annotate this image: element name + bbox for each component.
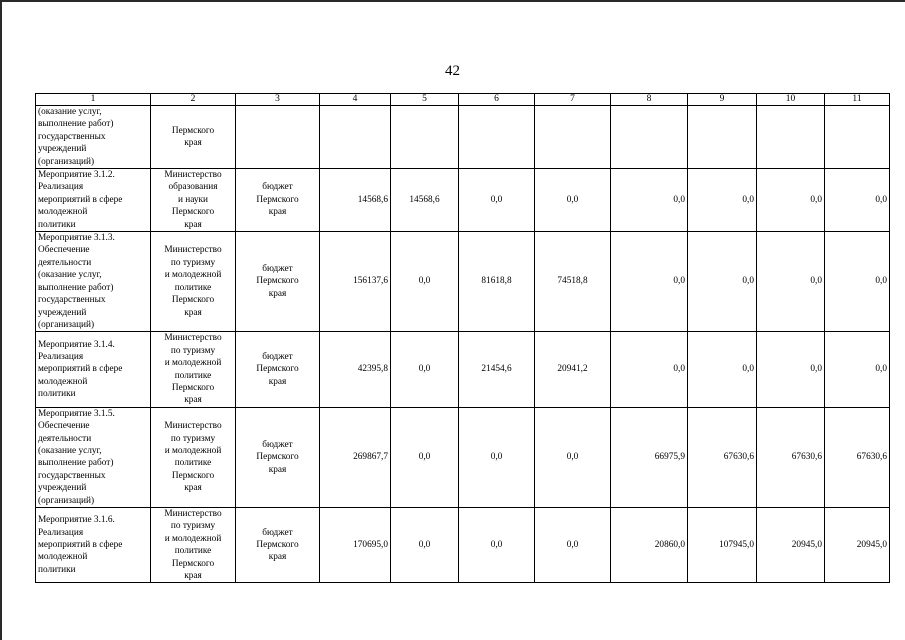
activity-cell-line: политики — [38, 219, 76, 230]
amount-cell: 20941,2 — [535, 332, 611, 407]
executor-cell — [151, 169, 236, 232]
budget-table — [35, 93, 890, 583]
amount-cell: 67630,6 — [688, 407, 757, 507]
activity-cell — [36, 169, 151, 232]
executor-cell-line: по туризму — [170, 345, 216, 356]
source-cell-line: края — [268, 207, 287, 218]
activity-cell-line: Мероприятие 3.1.2. — [38, 170, 115, 181]
amount-cell: 0,0 — [391, 232, 459, 332]
amount-cell: 20945,0 — [757, 508, 825, 583]
activity-cell-line: (оказание услуг, — [38, 107, 102, 117]
source-cell-line: бюджет — [262, 182, 293, 193]
amount-cell: 0,0 — [757, 332, 825, 407]
column-header: 7 — [535, 94, 611, 106]
source-cell — [236, 332, 320, 407]
activity-cell-line: выполнение работ) — [38, 119, 114, 130]
activity-cell-line: (оказание услуг, — [38, 270, 102, 281]
amount-cell: 67630,6 — [757, 407, 825, 507]
executor-cell-line: политике — [174, 282, 212, 293]
activity-cell-line: деятельности — [38, 257, 92, 268]
executor-cell-line: края — [184, 138, 202, 149]
amount-cell — [391, 106, 459, 169]
activity-cell-line: Реализация — [38, 182, 84, 193]
column-header: 11 — [825, 94, 890, 106]
activity-cell-line: государственных — [38, 470, 106, 481]
amount-cell — [757, 106, 825, 169]
activity-cell-line: мероприятий в сфере — [38, 364, 123, 375]
source-cell-line: Пермского — [256, 194, 299, 205]
executor-cell-line: края — [184, 307, 202, 318]
source-cell-line: бюджет — [262, 527, 293, 538]
table-row — [36, 332, 890, 407]
amount-cell: 42395,8 — [320, 332, 391, 407]
activity-cell-line: (организаций) — [38, 319, 95, 330]
amount-cell: 20945,0 — [825, 508, 890, 583]
activity-cell-line: мероприятий в сфере — [38, 194, 123, 205]
executor-cell-line: Министерство — [164, 421, 222, 432]
source-cell-line: бюджет — [262, 439, 293, 450]
executor-cell — [151, 407, 236, 507]
column-header: 5 — [391, 94, 459, 106]
column-header: 10 — [757, 94, 825, 106]
executor-cell-line: края — [184, 219, 202, 230]
executor-cell-line: Пермского — [171, 295, 215, 306]
amount-cell: 0,0 — [535, 407, 611, 507]
amount-cell: 14568,6 — [320, 169, 391, 232]
executor-cell-line: Пермского — [171, 470, 215, 481]
activity-cell-line: учреждений — [38, 307, 87, 318]
table-row — [36, 407, 890, 507]
activity-cell — [36, 332, 151, 407]
amount-cell: 0,0 — [391, 407, 459, 507]
activity-cell-line: молодежной — [38, 207, 88, 218]
amount-cell: 0,0 — [611, 332, 688, 407]
column-header: 9 — [688, 94, 757, 106]
amount-cell: 81618,8 — [459, 232, 535, 332]
executor-cell-line: края — [184, 483, 202, 494]
amount-cell: 0,0 — [391, 332, 459, 407]
executor-cell-line: края — [184, 395, 202, 406]
activity-cell-line: выполнение работ) — [38, 458, 114, 469]
executor-cell-line: по туризму — [170, 257, 216, 268]
executor-cell-line: политике — [174, 546, 212, 557]
executor-cell-line: и науки — [177, 194, 209, 205]
activity-cell-line: (организаций) — [38, 495, 95, 506]
executor-cell-line: Пермского — [171, 125, 215, 136]
activity-cell-line: учреждений — [38, 483, 87, 494]
amount-cell: 0,0 — [825, 332, 890, 407]
amount-cell — [611, 106, 688, 169]
activity-cell-line: государственных — [38, 131, 106, 142]
amount-cell: 0,0 — [825, 232, 890, 332]
source-cell-line: Пермского — [256, 540, 299, 551]
column-header: 1 — [36, 94, 151, 106]
activity-cell-line: мероприятий в сфере — [38, 540, 123, 551]
source-cell — [236, 508, 320, 583]
activity-cell-line: Обеспечение — [38, 421, 90, 432]
amount-cell: 0,0 — [459, 407, 535, 507]
source-cell-line: Пермского — [256, 276, 299, 287]
executor-cell — [151, 232, 236, 332]
executor-cell-line: политике — [174, 458, 212, 469]
page-number: 42 — [445, 63, 460, 79]
activity-cell-line: молодежной — [38, 552, 88, 563]
table-row — [36, 232, 890, 332]
executor-cell-line: и молодежной — [164, 270, 222, 281]
executor-cell-line: Министерство — [164, 509, 222, 519]
source-cell — [236, 407, 320, 507]
executor-cell — [151, 332, 236, 407]
executor-cell — [151, 508, 236, 583]
activity-cell-line: выполнение работ) — [38, 282, 114, 293]
executor-cell-line: Пермского — [171, 382, 215, 393]
executor-cell-line: края — [184, 571, 202, 582]
source-cell — [236, 232, 320, 332]
executor-cell-line: Пермского — [171, 558, 215, 569]
amount-cell: 0,0 — [611, 169, 688, 232]
amount-cell: 66975,9 — [611, 407, 688, 507]
amount-cell: 0,0 — [688, 332, 757, 407]
executor-cell-line: и молодежной — [164, 533, 222, 544]
executor-cell-line: образования — [168, 182, 218, 193]
activity-cell — [36, 232, 151, 332]
activity-cell-line: Мероприятие 3.1.5. — [38, 408, 115, 419]
activity-cell-line: Реализация — [38, 527, 84, 538]
amount-cell: 0,0 — [757, 169, 825, 232]
activity-cell-line: политики — [38, 389, 76, 400]
amount-cell: 0,0 — [611, 232, 688, 332]
amount-cell: 0,0 — [459, 169, 535, 232]
executor-cell-line: Министерство — [164, 245, 222, 256]
executor-cell-line: по туризму — [170, 521, 216, 532]
source-cell — [236, 169, 320, 232]
executor-cell-line: политике — [174, 370, 212, 381]
amount-cell: 20860,0 — [611, 508, 688, 583]
activity-cell-line: Обеспечение — [38, 245, 90, 256]
activity-cell-line: государственных — [38, 295, 106, 306]
source-cell — [236, 106, 320, 169]
amount-cell: 0,0 — [459, 508, 535, 583]
amount-cell — [535, 106, 611, 169]
executor-cell-line: Министерство — [164, 333, 222, 344]
activity-cell-line: Реализация — [38, 351, 84, 362]
source-cell-line: края — [268, 288, 287, 299]
table-row — [36, 169, 890, 232]
activity-cell-line: учреждений — [38, 144, 87, 155]
amount-cell: 0,0 — [757, 232, 825, 332]
column-header: 4 — [320, 94, 391, 106]
executor-cell-line: Министерство — [164, 170, 222, 181]
activity-cell-line: Мероприятие 3.1.4. — [38, 339, 115, 350]
executor-cell-line: и молодежной — [164, 445, 222, 456]
amount-cell: 170695,0 — [320, 508, 391, 583]
column-header: 2 — [151, 94, 236, 106]
activity-cell — [36, 508, 151, 583]
source-cell-line: бюджет — [262, 351, 293, 362]
header-row — [36, 94, 890, 106]
activity-cell-line: (оказание услуг, — [38, 445, 102, 456]
scan-edge-top — [0, 0, 905, 2]
source-cell-line: Пермского — [256, 364, 299, 375]
executor-cell-line: по туризму — [170, 433, 216, 444]
amount-cell — [320, 106, 391, 169]
column-header: 8 — [611, 94, 688, 106]
amount-cell: 67630,6 — [825, 407, 890, 507]
executor-cell — [151, 106, 236, 169]
amount-cell — [688, 106, 757, 169]
amount-cell: 269867,7 — [320, 407, 391, 507]
activity-cell-line: политики — [38, 564, 76, 575]
amount-cell: 0,0 — [535, 169, 611, 232]
amount-cell — [459, 106, 535, 169]
table-row — [36, 508, 890, 583]
source-cell-line: Пермского — [256, 452, 299, 463]
activity-cell-line: (организаций) — [38, 156, 95, 167]
amount-cell: 107945,0 — [688, 508, 757, 583]
activity-cell-line: молодежной — [38, 376, 88, 387]
amount-cell: 0,0 — [535, 508, 611, 583]
activity-cell-line: Мероприятие 3.1.3. — [38, 233, 115, 244]
source-cell-line: края — [268, 552, 287, 563]
column-header: 6 — [459, 94, 535, 106]
activity-cell-line: Мероприятие 3.1.6. — [38, 515, 115, 526]
source-cell-line: края — [268, 464, 287, 475]
amount-cell: 21454,6 — [459, 332, 535, 407]
amount-cell: 14568,6 — [391, 169, 459, 232]
table-row — [36, 106, 890, 169]
amount-cell: 74518,8 — [535, 232, 611, 332]
amount-cell: 0,0 — [825, 169, 890, 232]
activity-cell — [36, 106, 151, 169]
executor-cell-line: и молодежной — [164, 358, 222, 369]
column-header: 3 — [236, 94, 320, 106]
activity-cell-line: деятельности — [38, 433, 92, 444]
executor-cell-line: Пермского — [171, 207, 215, 218]
amount-cell: 0,0 — [391, 508, 459, 583]
amount-cell: 0,0 — [688, 169, 757, 232]
scan-edge-left — [0, 0, 2, 640]
source-cell-line: края — [268, 376, 287, 387]
activity-cell — [36, 407, 151, 507]
amount-cell — [825, 106, 890, 169]
source-cell-line: бюджет — [262, 264, 293, 275]
amount-cell: 0,0 — [688, 232, 757, 332]
amount-cell: 156137,6 — [320, 232, 391, 332]
